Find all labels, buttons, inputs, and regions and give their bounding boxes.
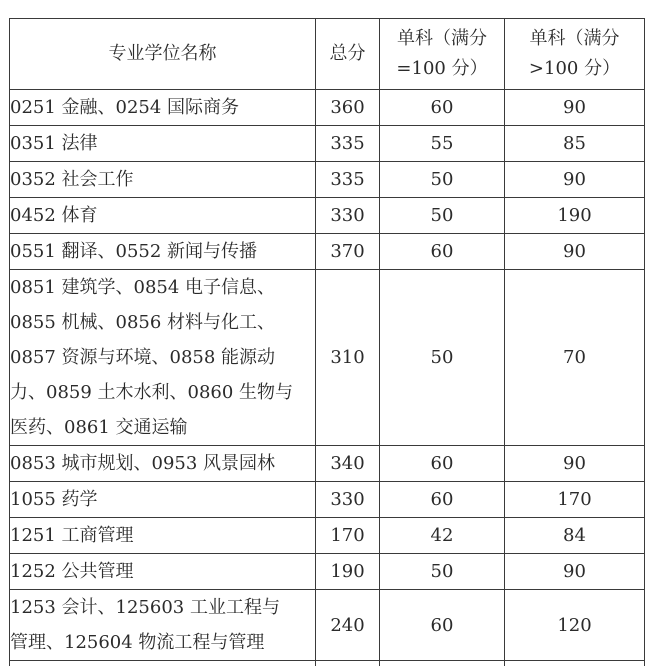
cell-single-subject-over100: 85: [505, 126, 645, 162]
cell-single-subject-100: 42: [380, 518, 505, 554]
cell-single-subject-100: 60: [380, 234, 505, 270]
score-table: [9, 18, 645, 666]
table-row-cutoff: [10, 661, 645, 666]
cell-program-name: [10, 90, 316, 126]
cell-empty: [380, 661, 505, 666]
cell-single-subject-over100: 90: [505, 90, 645, 126]
cell-single-subject-over100: 84: [505, 518, 645, 554]
cell-total-score: 335: [316, 162, 380, 198]
program-name-line: 0857 资源与环境、0858 能源动: [10, 347, 276, 368]
table-row: [10, 90, 645, 126]
cell-single-subject-over100: 90: [505, 234, 645, 270]
table-row: [10, 162, 645, 198]
cell-single-subject-100: 60: [380, 482, 505, 518]
program-name-line: 1055 药学: [10, 489, 98, 510]
cell-total-score: 330: [316, 198, 380, 234]
cell-total-score: 190: [316, 554, 380, 590]
table-row: [10, 590, 645, 661]
cell-single-subject-100: 50: [380, 198, 505, 234]
table-body: [10, 90, 645, 666]
table-row: [10, 198, 645, 234]
header-single-subject-over100-line1: 单科（满分: [529, 28, 620, 49]
header-single-subject-100-line1: 单科（满分: [397, 28, 487, 49]
program-name-line: 0551 翻译、0552 新闻与传播: [10, 241, 258, 262]
cell-single-subject-over100: 190: [505, 198, 645, 234]
cell-single-subject-100: 60: [380, 90, 505, 126]
cell-total-score: 240: [316, 590, 380, 661]
cell-program-name: [10, 554, 316, 590]
table-row: [10, 270, 645, 446]
header-single-subject-100: [380, 19, 505, 90]
program-name-line: 0851 建筑学、0854 电子信息、: [10, 277, 276, 298]
cell-total-score: 360: [316, 90, 380, 126]
cell-single-subject-over100: 90: [505, 554, 645, 590]
program-name-line: 0853 城市规划、0953 风景园林: [10, 453, 276, 474]
program-name-line: 0855 机械、0856 材料与化工、: [10, 312, 276, 333]
cell-total-score: 340: [316, 446, 380, 482]
cell-single-subject-over100: 70: [505, 270, 645, 446]
cell-total-score: 170: [316, 518, 380, 554]
cell-single-subject-over100: 120: [505, 590, 645, 661]
cell-single-subject-over100: 90: [505, 162, 645, 198]
cell-program-name: [10, 198, 316, 234]
cell-empty: [316, 661, 380, 666]
table-row: [10, 482, 645, 518]
table-row: [10, 518, 645, 554]
cell-single-subject-100: 50: [380, 554, 505, 590]
cell-program-name: [10, 590, 316, 661]
cell-program-name: [10, 162, 316, 198]
program-name-line: 管理、125604 物流工程与管理: [10, 632, 265, 653]
header-single-subject-100-line2: =100 分）: [396, 58, 488, 79]
cell-total-score: 330: [316, 482, 380, 518]
program-name-line: 医药、0861 交通运输: [10, 417, 188, 438]
cell-program-name: [10, 446, 316, 482]
program-name-line: 0352 社会工作: [10, 169, 134, 190]
program-name-line: 0452 体育: [10, 205, 98, 226]
cell-program-name: [10, 518, 316, 554]
cell-total-score: 335: [316, 126, 380, 162]
cell-program-name: [10, 482, 316, 518]
cell-single-subject-over100: 170: [505, 482, 645, 518]
cell-single-subject-100: 60: [380, 590, 505, 661]
table-header-row: [10, 19, 645, 90]
cell-empty: [10, 661, 316, 666]
cell-single-subject-100: 55: [380, 126, 505, 162]
table-row: [10, 446, 645, 482]
program-name-line: 1253 会计、125603 工业工程与: [10, 597, 280, 618]
table-row: [10, 234, 645, 270]
cell-single-subject-100: 50: [380, 270, 505, 446]
header-single-subject-over100: [505, 19, 645, 90]
program-name-line: 1251 工商管理: [10, 525, 134, 546]
cell-empty: [505, 661, 645, 666]
cell-program-name: [10, 234, 316, 270]
cell-program-name: [10, 126, 316, 162]
cell-single-subject-100: 50: [380, 162, 505, 198]
cell-single-subject-over100: 90: [505, 446, 645, 482]
program-name-line: 1252 公共管理: [10, 561, 134, 582]
header-single-subject-over100-line2: >100 分）: [528, 58, 621, 79]
cell-program-name: [10, 270, 316, 446]
table-row: [10, 554, 645, 590]
program-name-line: 力、0859 土木水利、0860 生物与: [10, 382, 294, 403]
program-name-line: 0251 金融、0254 国际商务: [10, 97, 240, 118]
cell-single-subject-100: 60: [380, 446, 505, 482]
header-total-score: 总分: [316, 19, 380, 90]
table-row: [10, 126, 645, 162]
header-program-name: 专业学位名称: [10, 19, 316, 90]
cell-total-score: 370: [316, 234, 380, 270]
program-name-line: 0351 法律: [10, 133, 98, 154]
cell-total-score: 310: [316, 270, 380, 446]
